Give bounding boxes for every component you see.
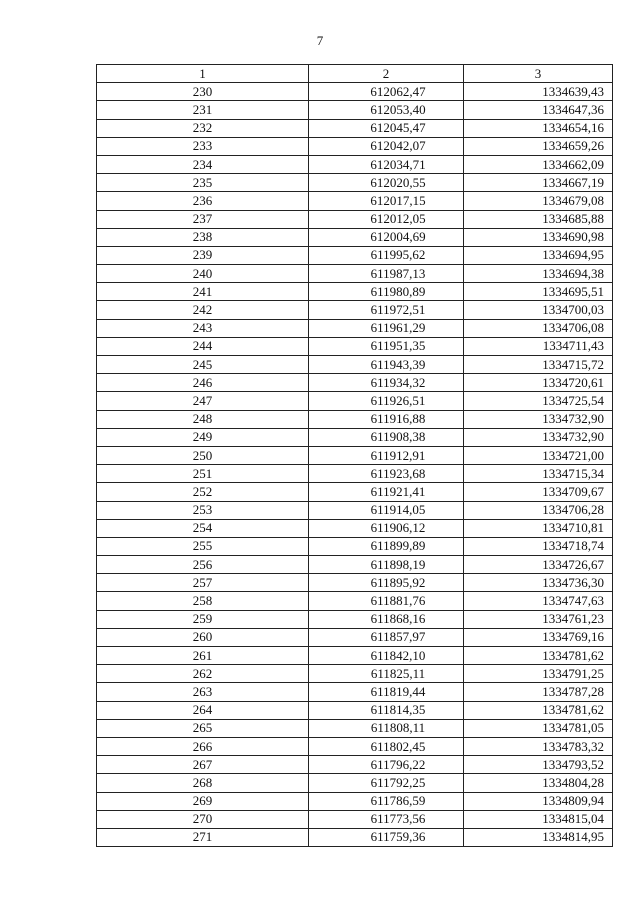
table-row bbox=[97, 428, 613, 446]
table-row bbox=[97, 774, 613, 792]
cell-y-coordinate: 1334718,74 bbox=[464, 537, 613, 555]
cell-y-coordinate: 1334695,51 bbox=[464, 283, 613, 301]
cell-x-coordinate: 612042,07 bbox=[309, 137, 464, 155]
cell-x-coordinate: 612004,69 bbox=[309, 228, 464, 246]
cell-point-number: 254 bbox=[97, 519, 309, 537]
table-row bbox=[97, 228, 613, 246]
cell-y-coordinate: 1334791,25 bbox=[464, 665, 613, 683]
table-row bbox=[97, 210, 613, 228]
page-number: 7 bbox=[316, 33, 324, 48]
column-header-point: 1 bbox=[97, 65, 309, 83]
cell-point-number: 266 bbox=[97, 737, 309, 755]
cell-y-coordinate: 1334715,72 bbox=[464, 356, 613, 374]
cell-x-coordinate: 611825,11 bbox=[309, 665, 464, 683]
cell-point-number: 233 bbox=[97, 137, 309, 155]
table-row bbox=[97, 828, 613, 846]
table-row bbox=[97, 301, 613, 319]
cell-y-coordinate: 1334725,54 bbox=[464, 392, 613, 410]
cell-point-number: 234 bbox=[97, 155, 309, 173]
table-row bbox=[97, 792, 613, 810]
cell-y-coordinate: 1334654,16 bbox=[464, 119, 613, 137]
cell-x-coordinate: 611773,56 bbox=[309, 810, 464, 828]
cell-point-number: 232 bbox=[97, 119, 309, 137]
cell-y-coordinate: 1334715,34 bbox=[464, 465, 613, 483]
table-row bbox=[97, 756, 613, 774]
table-row bbox=[97, 119, 613, 137]
cell-point-number: 246 bbox=[97, 374, 309, 392]
coordinates-table bbox=[96, 64, 613, 847]
cell-x-coordinate: 611995,62 bbox=[309, 246, 464, 264]
cell-x-coordinate: 611808,11 bbox=[309, 719, 464, 737]
table-row bbox=[97, 155, 613, 173]
cell-y-coordinate: 1334639,43 bbox=[464, 83, 613, 101]
cell-y-coordinate: 1334781,05 bbox=[464, 719, 613, 737]
table-row bbox=[97, 174, 613, 192]
table-row bbox=[97, 592, 613, 610]
cell-point-number: 262 bbox=[97, 665, 309, 683]
table-row bbox=[97, 319, 613, 337]
table-row bbox=[97, 392, 613, 410]
cell-point-number: 240 bbox=[97, 265, 309, 283]
cell-point-number: 264 bbox=[97, 701, 309, 719]
table-row bbox=[97, 501, 613, 519]
cell-point-number: 252 bbox=[97, 483, 309, 501]
cell-point-number: 236 bbox=[97, 192, 309, 210]
cell-y-coordinate: 1334732,90 bbox=[464, 410, 613, 428]
cell-point-number: 247 bbox=[97, 392, 309, 410]
cell-y-coordinate: 1334709,67 bbox=[464, 483, 613, 501]
cell-x-coordinate: 612017,15 bbox=[309, 192, 464, 210]
cell-point-number: 244 bbox=[97, 337, 309, 355]
column-header-x: 2 bbox=[309, 65, 464, 83]
cell-x-coordinate: 611921,41 bbox=[309, 483, 464, 501]
cell-y-coordinate: 1334804,28 bbox=[464, 774, 613, 792]
cell-y-coordinate: 1334787,28 bbox=[464, 683, 613, 701]
cell-y-coordinate: 1334814,95 bbox=[464, 828, 613, 846]
table-row bbox=[97, 83, 613, 101]
cell-point-number: 253 bbox=[97, 501, 309, 519]
cell-y-coordinate: 1334726,67 bbox=[464, 556, 613, 574]
cell-point-number: 263 bbox=[97, 683, 309, 701]
cell-x-coordinate: 611868,16 bbox=[309, 610, 464, 628]
cell-y-coordinate: 1334710,81 bbox=[464, 519, 613, 537]
cell-y-coordinate: 1334694,38 bbox=[464, 265, 613, 283]
cell-y-coordinate: 1334711,43 bbox=[464, 337, 613, 355]
cell-x-coordinate: 611943,39 bbox=[309, 356, 464, 374]
cell-point-number: 257 bbox=[97, 574, 309, 592]
cell-y-coordinate: 1334700,03 bbox=[464, 301, 613, 319]
cell-x-coordinate: 612012,05 bbox=[309, 210, 464, 228]
cell-y-coordinate: 1334781,62 bbox=[464, 647, 613, 665]
cell-x-coordinate: 611899,89 bbox=[309, 537, 464, 555]
cell-point-number: 271 bbox=[97, 828, 309, 846]
table-row bbox=[97, 246, 613, 264]
cell-point-number: 261 bbox=[97, 647, 309, 665]
table-body bbox=[97, 83, 613, 847]
cell-point-number: 245 bbox=[97, 356, 309, 374]
cell-y-coordinate: 1334690,98 bbox=[464, 228, 613, 246]
cell-y-coordinate: 1334761,23 bbox=[464, 610, 613, 628]
cell-x-coordinate: 611916,88 bbox=[309, 410, 464, 428]
cell-x-coordinate: 611908,38 bbox=[309, 428, 464, 446]
cell-x-coordinate: 611857,97 bbox=[309, 628, 464, 646]
cell-x-coordinate: 612062,47 bbox=[309, 83, 464, 101]
cell-x-coordinate: 611796,22 bbox=[309, 756, 464, 774]
table-row bbox=[97, 483, 613, 501]
cell-y-coordinate: 1334721,00 bbox=[464, 446, 613, 464]
table-row bbox=[97, 356, 613, 374]
cell-y-coordinate: 1334809,94 bbox=[464, 792, 613, 810]
cell-y-coordinate: 1334694,95 bbox=[464, 246, 613, 264]
cell-point-number: 237 bbox=[97, 210, 309, 228]
cell-point-number: 268 bbox=[97, 774, 309, 792]
cell-x-coordinate: 611923,68 bbox=[309, 465, 464, 483]
cell-x-coordinate: 611906,12 bbox=[309, 519, 464, 537]
table-row bbox=[97, 810, 613, 828]
cell-x-coordinate: 611759,36 bbox=[309, 828, 464, 846]
cell-point-number: 269 bbox=[97, 792, 309, 810]
cell-y-coordinate: 1334783,32 bbox=[464, 737, 613, 755]
table-row bbox=[97, 410, 613, 428]
cell-y-coordinate: 1334685,88 bbox=[464, 210, 613, 228]
cell-point-number: 259 bbox=[97, 610, 309, 628]
cell-y-coordinate: 1334769,16 bbox=[464, 628, 613, 646]
cell-point-number: 248 bbox=[97, 410, 309, 428]
table-row bbox=[97, 628, 613, 646]
cell-y-coordinate: 1334662,09 bbox=[464, 155, 613, 173]
table-row bbox=[97, 137, 613, 155]
cell-y-coordinate: 1334659,26 bbox=[464, 137, 613, 155]
cell-x-coordinate: 611842,10 bbox=[309, 647, 464, 665]
cell-y-coordinate: 1334732,90 bbox=[464, 428, 613, 446]
cell-point-number: 239 bbox=[97, 246, 309, 264]
table-row bbox=[97, 101, 613, 119]
column-header-y: 3 bbox=[464, 65, 613, 83]
cell-x-coordinate: 612053,40 bbox=[309, 101, 464, 119]
cell-y-coordinate: 1334706,28 bbox=[464, 501, 613, 519]
cell-x-coordinate: 611914,05 bbox=[309, 501, 464, 519]
table-row bbox=[97, 683, 613, 701]
cell-x-coordinate: 611912,91 bbox=[309, 446, 464, 464]
cell-x-coordinate: 611961,29 bbox=[309, 319, 464, 337]
cell-x-coordinate: 611881,76 bbox=[309, 592, 464, 610]
cell-y-coordinate: 1334679,08 bbox=[464, 192, 613, 210]
cell-x-coordinate: 611980,89 bbox=[309, 283, 464, 301]
cell-x-coordinate: 611786,59 bbox=[309, 792, 464, 810]
cell-point-number: 238 bbox=[97, 228, 309, 246]
cell-x-coordinate: 611951,35 bbox=[309, 337, 464, 355]
cell-x-coordinate: 612034,71 bbox=[309, 155, 464, 173]
cell-x-coordinate: 611926,51 bbox=[309, 392, 464, 410]
cell-x-coordinate: 611814,35 bbox=[309, 701, 464, 719]
cell-x-coordinate: 612020,55 bbox=[309, 174, 464, 192]
cell-y-coordinate: 1334736,30 bbox=[464, 574, 613, 592]
table-row bbox=[97, 446, 613, 464]
cell-y-coordinate: 1334793,52 bbox=[464, 756, 613, 774]
cell-y-coordinate: 1334747,63 bbox=[464, 592, 613, 610]
cell-point-number: 256 bbox=[97, 556, 309, 574]
cell-x-coordinate: 611802,45 bbox=[309, 737, 464, 755]
cell-point-number: 260 bbox=[97, 628, 309, 646]
table-row bbox=[97, 719, 613, 737]
cell-y-coordinate: 1334667,19 bbox=[464, 174, 613, 192]
cell-x-coordinate: 611987,13 bbox=[309, 265, 464, 283]
table-row bbox=[97, 519, 613, 537]
cell-point-number: 265 bbox=[97, 719, 309, 737]
cell-point-number: 241 bbox=[97, 283, 309, 301]
cell-point-number: 270 bbox=[97, 810, 309, 828]
cell-point-number: 267 bbox=[97, 756, 309, 774]
cell-point-number: 249 bbox=[97, 428, 309, 446]
table-row bbox=[97, 337, 613, 355]
table-row bbox=[97, 665, 613, 683]
table-header-row bbox=[97, 65, 613, 83]
cell-point-number: 258 bbox=[97, 592, 309, 610]
table-row bbox=[97, 610, 613, 628]
cell-y-coordinate: 1334815,04 bbox=[464, 810, 613, 828]
cell-point-number: 235 bbox=[97, 174, 309, 192]
cell-point-number: 255 bbox=[97, 537, 309, 555]
cell-point-number: 231 bbox=[97, 101, 309, 119]
table-row bbox=[97, 465, 613, 483]
cell-point-number: 242 bbox=[97, 301, 309, 319]
table-row bbox=[97, 701, 613, 719]
cell-y-coordinate: 1334706,08 bbox=[464, 319, 613, 337]
cell-y-coordinate: 1334720,61 bbox=[464, 374, 613, 392]
table-row bbox=[97, 556, 613, 574]
table-row bbox=[97, 574, 613, 592]
table-row bbox=[97, 537, 613, 555]
cell-point-number: 230 bbox=[97, 83, 309, 101]
cell-x-coordinate: 611972,51 bbox=[309, 301, 464, 319]
cell-x-coordinate: 612045,47 bbox=[309, 119, 464, 137]
cell-x-coordinate: 611934,32 bbox=[309, 374, 464, 392]
cell-x-coordinate: 611819,44 bbox=[309, 683, 464, 701]
cell-x-coordinate: 611895,92 bbox=[309, 574, 464, 592]
cell-y-coordinate: 1334781,62 bbox=[464, 701, 613, 719]
table-row bbox=[97, 265, 613, 283]
table-row bbox=[97, 283, 613, 301]
cell-point-number: 243 bbox=[97, 319, 309, 337]
table-row bbox=[97, 374, 613, 392]
table-row bbox=[97, 647, 613, 665]
cell-x-coordinate: 611898,19 bbox=[309, 556, 464, 574]
table-row bbox=[97, 737, 613, 755]
table-row bbox=[97, 192, 613, 210]
cell-point-number: 251 bbox=[97, 465, 309, 483]
cell-y-coordinate: 1334647,36 bbox=[464, 101, 613, 119]
cell-x-coordinate: 611792,25 bbox=[309, 774, 464, 792]
cell-point-number: 250 bbox=[97, 446, 309, 464]
